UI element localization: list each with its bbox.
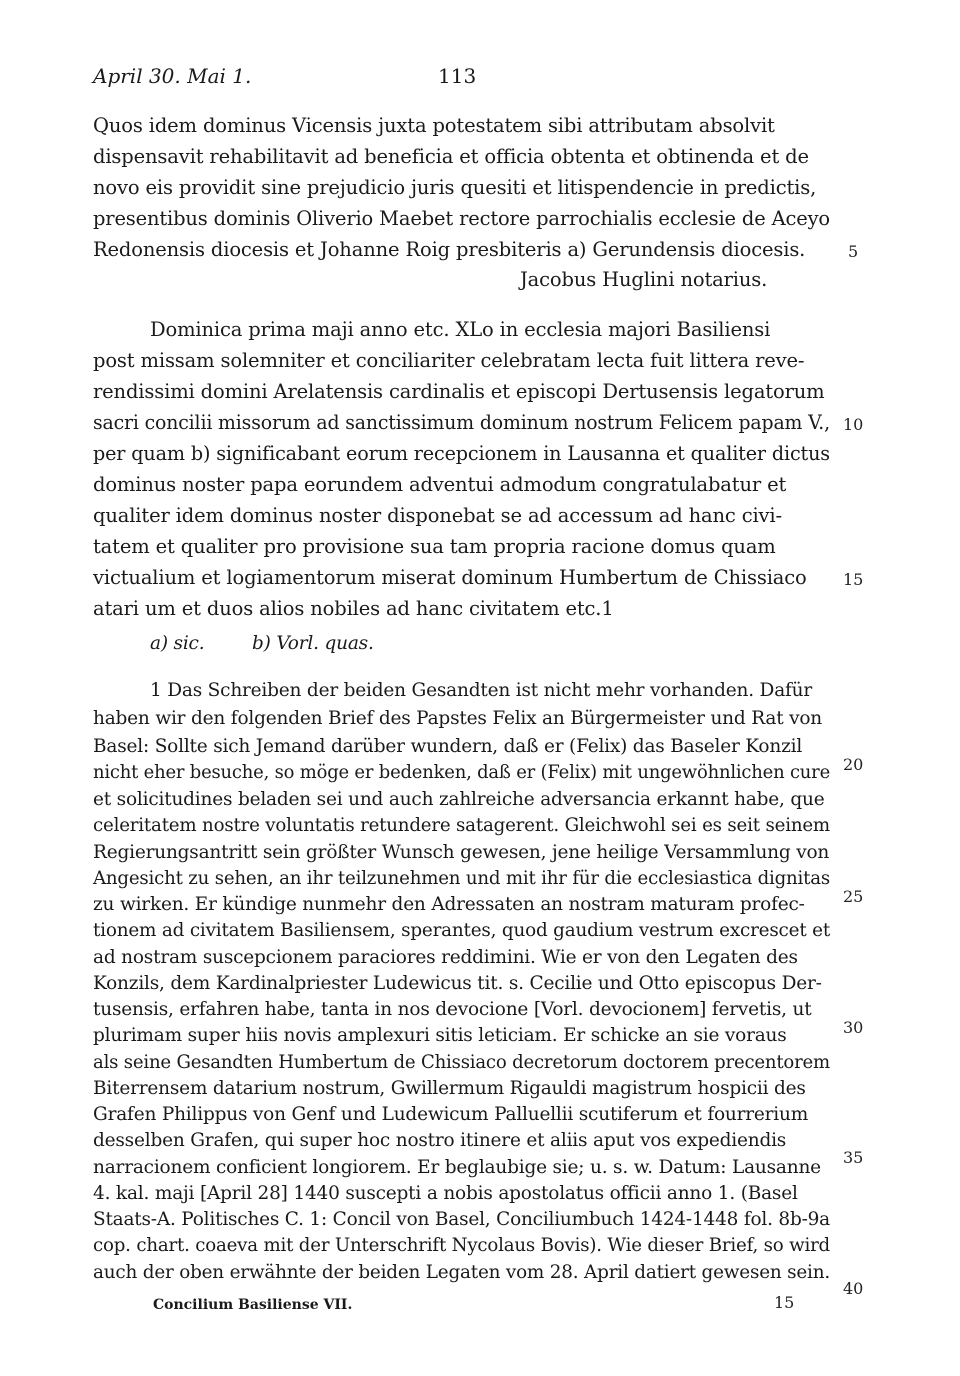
footnote-line: zu wirken. Er kündige nunmehr den Adressaten an nostram maturam profec- [93,894,805,915]
body-line: tatem et qualiter pro provisione sua tam propria racione domus quam [93,535,776,558]
body-line: presentibus dominis Oliverio Maebet rectore parrochialis ecclesie de Aceyo [93,207,830,230]
footnote-line: et solicitudines beladen sei und auch zahlreiche adversancia erkannt habe, que [93,789,825,810]
line-number: 40 [843,1279,864,1298]
apparatus-note-b: b) Vorl. quas. [252,633,374,654]
body-line: per quam b) significabant eorum recepcionem in Lausanna et qualiter dictus [93,442,830,465]
line-number: 35 [843,1148,864,1167]
footnote-line: desselben Grafen, qui super hoc nostro itinere et aliis aput vos expediendis [93,1130,787,1151]
line-number: 5 [848,242,859,261]
body-line: novo eis providit sine prejudicio juris quesiti et litispendencie in predictis, [93,176,817,199]
footnote-line: celeritatem nostre voluntatis retundere satagerent. Gleichwohl sei es seit seinem [93,815,830,836]
footnote-line: haben wir den folgenden Brief des Papstes Felix an Bürgermeister und Rat von [93,708,823,729]
footnote-line: Basel: Sollte sich Jemand darüber wundern, daß er (Felix) das Baseler Konzil [93,736,803,757]
apparatus-note-a: a) sic. [150,633,205,654]
running-header-dates: April 30. Mai 1. [93,64,252,88]
footnote-line: 1 Das Schreiben der beiden Gesandten ist nicht mehr vorhanden. Dafür [150,680,813,701]
body-line: rendissimi domini Arelatensis cardinalis et episcopi Dertusensis legatorum [93,380,825,403]
footnote-line: ad nostram suscepcionem paraciores reddimini. Wie er von den Legaten des [93,947,798,968]
footnote-line: Regierungsantritt sein größter Wunsch gewesen, jene heilige Versammlung von [93,842,830,863]
footnote-line: Konzils, dem Kardinalpriester Ludewicus tit. s. Cecilie und Otto episcopus Der- [93,973,822,994]
body-line: victualium et logiamentorum miserat dominum Humbertum de Chissiaco [93,566,807,589]
footnote-line: 4. kal. maji [April 28] 1440 suscepti a nobis apostolatus officii anno 1. (Basel [93,1183,798,1204]
sheet-signature: Concilium Basiliense VII. [153,1297,353,1313]
line-number: 10 [843,415,864,434]
body-line: dominus noster papa eorundem adventui admodum congratulabatur et [93,473,787,496]
body-line: atari um et duos alios nobiles ad hanc civitatem etc.1 [93,597,614,620]
footnote-line: tusensis, erfahren habe, tanta in nos devocione [Vorl. devocionem] fervetis, ut [93,999,812,1020]
line-number: 30 [843,1018,864,1037]
line-number: 25 [843,887,864,906]
footnote-line: narracionem conficient longiorem. Er beglaubige sie; u. s. w. Datum: Lausanne [93,1157,821,1178]
footnote-line: Biterrensem datarium nostrum, Gwillermum Rigauldi magistrum hospicii des [93,1078,806,1099]
body-line: sacri concilii missorum ad sanctissimum dominum nostrum Felicem papam V., [93,411,830,434]
body-line: qualiter idem dominus noster disponebat se ad accessum ad hanc civi- [93,504,782,527]
footnote-line: tionem ad civitatem Basiliensem, sperantes, quod gaudium vestrum excrescet et [93,920,830,941]
footnote-line: nicht eher besuche, so möge er bedenken, daß er (Felix) mit ungewöhnlichen cure [93,762,830,783]
sheet-number: 15 [774,1293,795,1312]
footnote-line: als seine Gesandten Humbertum de Chissiaco decretorum doctorem precentorem [93,1052,830,1073]
line-number: 15 [843,570,864,589]
line-number: 20 [843,755,864,774]
footnote-line: auch der oben erwähnte der beiden Legaten vom 28. April datiert gewesen sein. [93,1262,830,1283]
footnote-line: Angesicht zu sehen, an ihr teilzunehmen und mit ihr für die ecclesiastica dignitas [93,868,830,889]
body-line: Quos idem dominus Vicensis juxta potestatem sibi attributam absolvit [93,114,775,137]
page-number: 113 [438,64,477,88]
notary-signature-line: Jacobus Huglini notarius. [520,268,768,291]
body-line: dispensavit rehabilitavit ad beneficia et officia obtenta et obtinenda et de [93,145,809,168]
body-line: Dominica prima maji anno etc. XLo in ecclesia majori Basiliensi [150,318,771,341]
footnote-line: plurimam super hiis novis amplexuri sitis leticiam. Er schicke an sie voraus [93,1025,787,1046]
footnote-line: Staats-A. Politisches C. 1: Concil von Basel, Conciliumbuch 1424-1448 fol. 8b-9a [93,1209,830,1230]
body-line: post missam solemniter et conciliariter celebratam lecta fuit littera reve- [93,349,805,372]
body-line: Redonensis diocesis et Johanne Roig presbiteris a) Gerundensis diocesis. [93,238,806,261]
footnote-line: Grafen Philippus von Genf und Ludewicum Palluellii scutiferum et fourrerium [93,1104,809,1125]
footnote-line: cop. chart. coaeva mit der Unterschrift Nycolaus Bovis). Wie dieser Brief, so wird [93,1235,830,1256]
